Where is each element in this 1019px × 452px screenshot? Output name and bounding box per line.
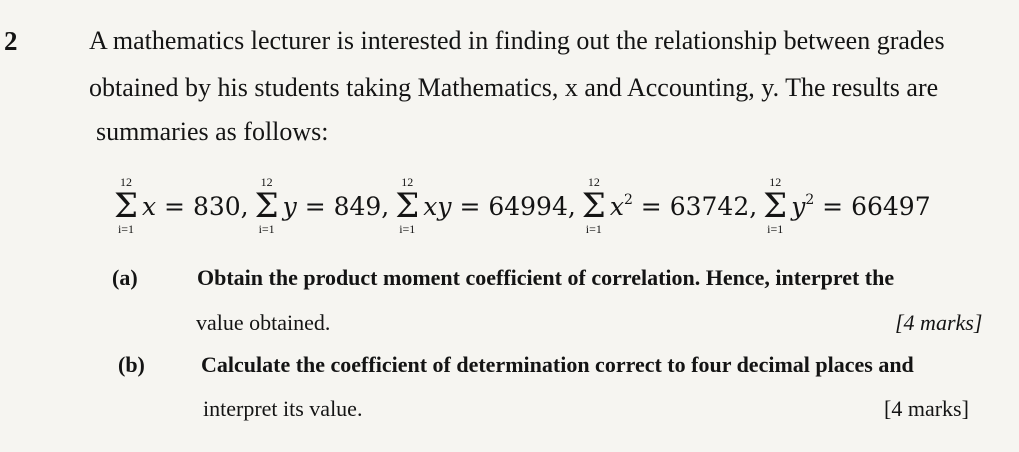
sigma-upper-limit: 12 [769,175,782,189]
expr-value: = 66497 [814,191,931,221]
sigma-glyph: Σ [113,186,139,226]
summation-y-squared [761,176,930,236]
sigma-glyph: Σ [581,186,606,226]
expr-variable: y [282,191,297,221]
expr-exponent: 2 [623,191,633,208]
sigma-lower-limit: i=1 [585,222,602,236]
expr-base: y [791,191,806,221]
expr-value: = 63742, [632,191,758,221]
sigma-glyph: Σ [254,186,279,226]
part-b-line-2: interpret its value. [203,396,363,421]
summation-expression: x = 830, [142,191,249,221]
sigma-lower-limit: i=1 [399,222,416,236]
sigma-upper-limit: 12 [120,175,132,189]
part-a-line-2: value obtained. [196,310,331,335]
part-b-label: (b) [118,352,145,377]
sigma-lower-limit: i=1 [258,222,275,236]
sigma-upper-limit: 12 [401,175,414,189]
sigma-lower-limit: i=1 [117,222,135,236]
part-a-label: (a) [112,265,138,290]
question-number: 2 [4,26,18,56]
sigma-upper-limit: 12 [260,175,273,189]
part-b-line-1: Calculate the coefficient of determination correct to four decimal places and [201,352,914,377]
part-a-marks: [4 marks] [895,310,983,335]
summation-expression: y = 849, [282,191,390,221]
summation-x [112,176,253,236]
summation-expression [791,192,930,221]
intro-line-1: A mathematics lecturer is interested in finding out the relationship between grades [89,26,945,55]
sigma-symbol [580,176,608,236]
sigma-symbol [253,176,281,236]
summation-expression: xy = 64994, [423,191,576,221]
sigma-glyph: Σ [763,186,788,226]
summation-y [253,176,394,236]
sigma-symbol [761,176,789,236]
expr-exponent: 2 [805,191,815,208]
summation-x-squared [580,176,761,236]
expr-variable: x [142,191,157,221]
sigma-symbol [112,176,140,236]
intro-line-2: obtained by his students taking Mathematics, x and Accounting, y. The results are [89,73,939,102]
summation-expression [610,192,757,221]
sigma-upper-limit: 12 [587,175,600,189]
part-b-marks: [4 marks] [884,396,969,421]
sigma-glyph: Σ [395,186,420,226]
summation-xy [393,176,580,236]
sigma-symbol [393,176,421,236]
part-a-line-1: Obtain the product moment coefficient of correlation. Hence, interpret the [197,265,895,290]
sigma-lower-limit: i=1 [767,222,784,236]
expr-base: x [609,191,624,221]
expr-variable: xy [423,191,452,221]
summation-equations [112,163,931,249]
intro-line-3: summaries as follows: [96,117,329,146]
